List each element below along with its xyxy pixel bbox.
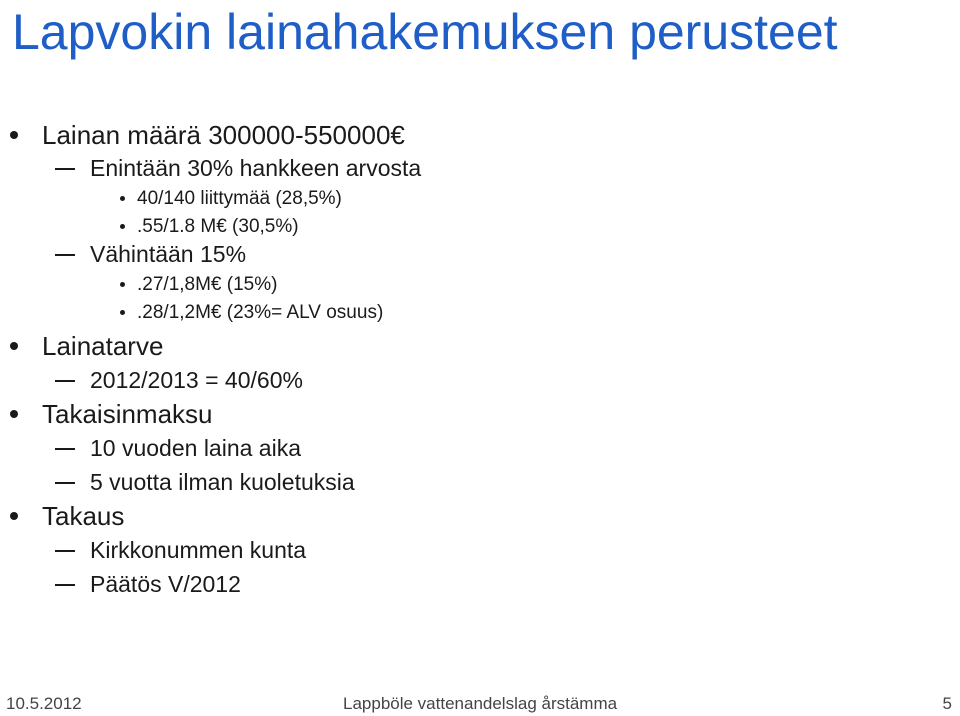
dash-icon	[55, 550, 75, 552]
dash-icon	[55, 254, 75, 256]
list-item-text: .27/1,8M€ (15%)	[137, 274, 278, 295]
list-item-text: Kirkkonummen kunta	[90, 537, 307, 563]
list-item-text: Takaisinmaksu	[42, 399, 213, 429]
bullet-icon	[120, 196, 125, 201]
dash-icon	[55, 482, 75, 484]
dash-icon	[55, 168, 75, 170]
list-item-text: Vähintään 15%	[90, 241, 247, 267]
list-item-text: Enintään 30% hankkeen arvosta	[90, 155, 422, 181]
dash-icon	[55, 380, 75, 382]
footer-center-text: Lappböle vattenandelslag årstämma	[343, 694, 618, 713]
bullet-icon	[10, 512, 18, 520]
list-item-text: Lainatarve	[42, 331, 164, 361]
dash-icon	[55, 584, 75, 586]
bullet-icon	[10, 410, 18, 418]
footer-date: 10.5.2012	[6, 694, 82, 713]
slide-title: Lapvokin lainahakemuksen perusteet	[12, 4, 838, 60]
bullet-icon	[10, 131, 18, 139]
list-item-text: .28/1,2M€ (23%= ALV osuus)	[137, 302, 384, 323]
bullet-icon	[10, 342, 18, 350]
page-number: 5	[942, 694, 952, 713]
bullet-icon	[120, 282, 125, 287]
list-item-text: Päätös V/2012	[90, 571, 241, 597]
list-item-text: 10 vuoden laina aika	[90, 435, 301, 461]
bullet-icon	[120, 224, 125, 229]
list-item-text: Lainan määrä 300000-550000€	[42, 120, 405, 150]
list-item-text: Takaus	[42, 501, 125, 531]
list-item-text: 5 vuotta ilman kuoletuksia	[90, 469, 355, 495]
list-item-text: .55/1.8 M€ (30,5%)	[137, 216, 299, 237]
dash-icon	[55, 448, 75, 450]
list-item-text: 40/140 liittymää (28,5%)	[137, 188, 342, 209]
bullet-icon	[120, 310, 125, 315]
list-item-text: 2012/2013 = 40/60%	[90, 367, 303, 393]
